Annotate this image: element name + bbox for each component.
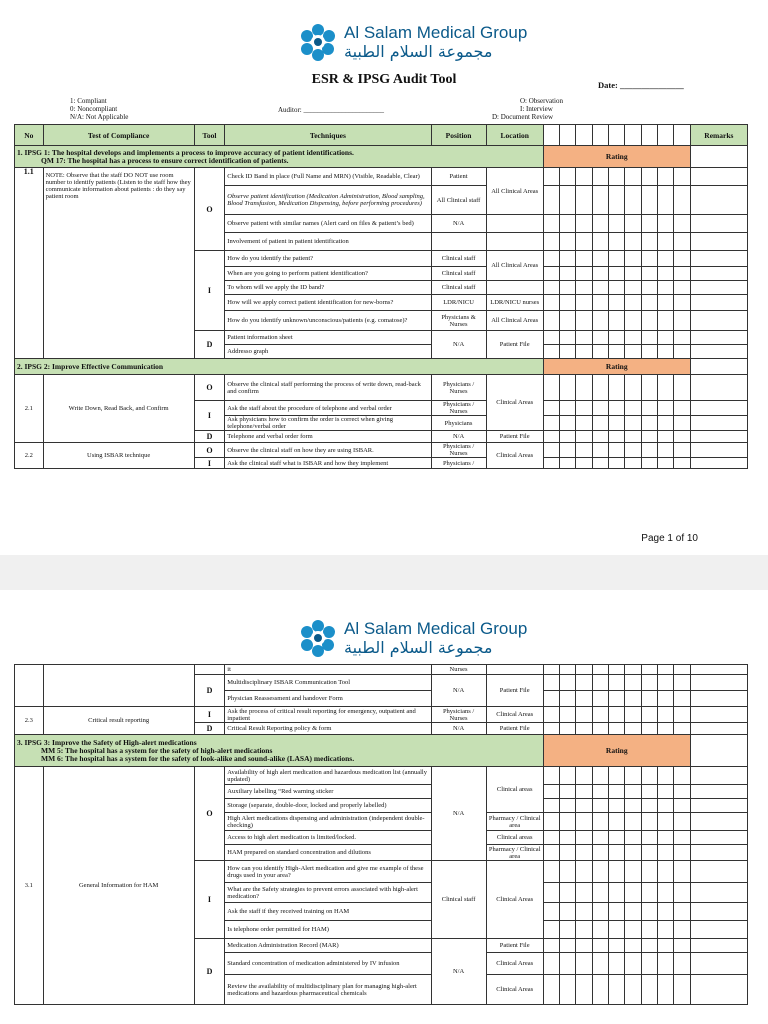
row-2-1-no: 2.1 (15, 375, 44, 443)
tech-1-1-i4: How will we apply correct patient identification for new-borns? (225, 295, 431, 311)
section-1-sub: QM 17: The hospital has a process to ensure correct identification of patients. (41, 155, 289, 165)
legend-left (70, 97, 128, 121)
pos: Clinical staff (431, 861, 486, 939)
auditor-field: Auditor: _______________________ (278, 106, 384, 114)
pos: Patient (431, 168, 486, 186)
col-remarks: Remarks (690, 125, 747, 146)
legend-document-review: D: Document Review (492, 113, 554, 121)
loc: Clinical Areas (486, 861, 543, 939)
tech-cont: it (225, 665, 431, 675)
tech-2-2-d1: Multidisciplinary ISBAR Communication Tool (225, 675, 431, 691)
pos: Clinical staff (431, 267, 486, 281)
pos: Physicians & Nurses (431, 311, 486, 331)
audit-table-page-1 (14, 124, 748, 469)
tool-o: O (194, 375, 225, 401)
tool-d: D (194, 939, 225, 1005)
tech-3-1-o5: Access to high alert medication is limited/locked. (225, 831, 431, 845)
rating-header: Rating (543, 146, 690, 168)
col-location: Location (486, 125, 543, 146)
page-gap (0, 555, 768, 590)
pos: N/A (431, 723, 486, 735)
section-3-row (15, 735, 748, 767)
table-row (15, 665, 748, 675)
tool-d: D (194, 331, 225, 359)
tech-2-1-d: Telephone and verbal order form (225, 431, 431, 443)
loc: Clinical Areas (486, 707, 543, 723)
loc: Clinical areas (486, 831, 543, 845)
tech-1-1-d1: Patient information sheet (225, 331, 431, 345)
table-row (15, 767, 748, 785)
tech-2-3-d: Critical Result Reporting policy & form (225, 723, 431, 735)
pos: Physicians / Nurses (431, 707, 486, 723)
tool-i: I (194, 707, 225, 723)
pos: N/A (431, 939, 486, 1005)
legend-interview: I: Interview (520, 105, 553, 113)
tech-3-1-o6: HAM prepared on standard concentration and dilutions (225, 845, 431, 861)
row-3-1-test: General Information for HAM (43, 767, 194, 1005)
section-3-title (15, 735, 544, 767)
row-2-2-no: 2.2 (15, 443, 44, 469)
pos: LDR/NICU (431, 295, 486, 311)
row-3-1-no: 3.1 (15, 767, 44, 1005)
col-techniques: Techniques (225, 125, 431, 146)
col-position: Position (431, 125, 486, 146)
tech-3-1-d2: Standard concentration of medication administered by IV infusion (225, 953, 431, 975)
tool-d: D (194, 723, 225, 735)
rating-header: Rating (543, 735, 690, 767)
row-2-3-no: 2.3 (15, 707, 44, 735)
tech-1-1-i2: When are you going to perform patient identification? (225, 267, 431, 281)
tech-2-2-o: Observe the clinical staff on how they are using ISBAR. (225, 443, 431, 458)
page-number: Page 1 of 10 (641, 533, 698, 544)
tool-i: I (194, 401, 225, 431)
tool-o: O (194, 443, 225, 458)
pos: Physicians / Nurses (431, 375, 486, 401)
section-3-mm6: MM 6: The hospital has a system for the safety of look-alike and sound-alike (LASA) medications. (41, 753, 355, 763)
loc: Pharmacy / Clinical area (486, 845, 543, 861)
loc: Patient File (486, 431, 543, 443)
page-2 (0, 590, 768, 1024)
tool-o: O (194, 168, 225, 251)
tech-3-1-i4: Is telephone order permitted for HAM) (225, 921, 431, 939)
date-field: Date: _______________ (598, 80, 684, 90)
brand-name-ar: مجموعة السلام الطبية (344, 42, 493, 61)
tool-d: D (194, 675, 225, 707)
tool-d: D (194, 431, 225, 443)
pos: N/A (431, 331, 486, 359)
brand-name-en: Al Salam Medical Group (344, 619, 528, 638)
legend-compliant: 1: Compliant (70, 97, 107, 105)
tech-2-1-i2: Ask physicians how to confirm the order is correct when giving telephone/verbal order (225, 416, 431, 431)
loc: Clinical Areas (486, 443, 543, 469)
pos: Clinical staff (431, 281, 486, 295)
tech-1-1-o2: Observe patient identification (Medication Administration, Blood sampling, Blood Transfusion, Medication Dispensing, before performing procedures) (225, 186, 431, 215)
tech-3-1-i2: What are the Safety strategies to prevent errors associated with high-alert medication? (225, 883, 431, 903)
tech-3-1-o1: Availability of high alert medication and hazardous medication list (annually updated) (225, 767, 431, 785)
tech-2-2-d2: Physician Reassessment and handover Form (225, 691, 431, 707)
section-1-heading: 1. IPSG 1: The hospital develops and implements a process to improve accuracy of patient identifications. (17, 147, 354, 157)
table-row (15, 168, 748, 186)
col-tool: Tool (194, 125, 225, 146)
col-no: No (15, 125, 44, 146)
audit-table-page-2 (14, 664, 748, 1005)
tech-1-1-o3: Observe patient with similar names (Alert card on files & patient’s bed) (225, 215, 431, 233)
tech-1-1-o4: Involvement of patient in patient identification (225, 233, 431, 251)
pos: All Clinical staff (431, 186, 486, 215)
section-1-row (15, 146, 748, 168)
section-2-title: 2. IPSG 2: Improve Effective Communication (15, 359, 544, 375)
loc: Patient File (486, 723, 543, 735)
table-row (15, 443, 748, 458)
tech-3-1-i3: Ask the staff if they received training on HAM (225, 903, 431, 921)
tech-3-1-d3: Review the availability of multidisciplinary plan for managing high-alert medications and hazardous pharmaceutical chemicals (225, 975, 431, 1005)
legend-na: N/A: Not Applicable (70, 113, 129, 121)
row-2-2-test: Using ISBAR technique (43, 443, 194, 469)
tech-3-1-i1: How can you identify High-Alert medication and give me example of these drugs used in your area? (225, 861, 431, 883)
tech-2-2-i: Ask the clinical staff what is ISBAR and how they implement (225, 458, 431, 469)
tool-o: O (194, 767, 225, 861)
pos: Nurses (431, 665, 486, 675)
tech-1-1-i1: How do you identify the patient? (225, 251, 431, 267)
pos: Physicians / (431, 458, 486, 469)
loc: All Clinical Areas (486, 251, 543, 281)
tech-1-1-o1: Check ID Band in place (Full Name and MRN) (Visible, Readable, Clear) (225, 168, 431, 186)
tool-i: I (194, 861, 225, 939)
pos: Clinical staff (431, 251, 486, 267)
tech-3-1-o4: High Alert medications dispensing and administration (independent double-checking) (225, 813, 431, 831)
pos: Physicians / Nurses (431, 443, 486, 458)
pos: N/A (431, 215, 486, 233)
tech-1-1-i3: To whom will we apply the ID band? (225, 281, 431, 295)
loc: Clinical Areas (486, 953, 543, 975)
document-title: ESR & IPSG Audit Tool (311, 72, 457, 87)
loc: All Clinical Areas (486, 311, 543, 331)
pos: N/A (431, 767, 486, 861)
tech-1-1-d2: Addresso graph (225, 345, 431, 359)
tech-2-1-o: Observe the clinical staff performing the process of write down, read-back and confirm (225, 375, 431, 401)
logo-flower-icon (298, 22, 338, 62)
legend-observation: O: Observation (520, 97, 563, 105)
tech-3-1-o3: Storage (separate, double-door, locked and properly labelled) (225, 799, 431, 813)
row-2-1-test: Write Down, Read Back, and Confirm (43, 375, 194, 443)
tech-1-1-i5: How do you identify unknown/unconscious/patients (e.g. comatose)? (225, 311, 431, 331)
legend-right (492, 97, 563, 121)
tech-3-1-o2: Auxiliary labelling “Red warning sticker (225, 785, 431, 799)
section-3-mm5: MM 5: The hospital has a system for the safety of high-alert medications (41, 745, 273, 755)
pos: Physicians / Nurses (431, 401, 486, 416)
loc: Pharmacy / Clinical area (486, 813, 543, 831)
section-2-row (15, 359, 748, 375)
section-3-heading: 3. IPSG 3: Improve the Safety of High-alert medications (17, 737, 197, 747)
col-test: Test of Compliance (43, 125, 194, 146)
table-row (15, 375, 748, 401)
pos: N/A (431, 675, 486, 707)
brand-name-ar: مجموعة السلام الطبية (344, 638, 493, 657)
loc: Clinical areas (486, 767, 543, 813)
brand-logo (298, 618, 527, 658)
pos: Physicians (431, 416, 486, 431)
loc: Patient File (486, 939, 543, 953)
legend-noncompliant: 0: Noncompliant (70, 105, 118, 113)
row-2-3-test: Critical result reporting (43, 707, 194, 735)
row-1-1-no: 1.1 (15, 168, 44, 359)
tech-3-1-d1: Medication Administration Record (MAR) (225, 939, 431, 953)
tool-i: I (194, 251, 225, 331)
loc: Patient File (486, 675, 543, 707)
pos: N/A (431, 431, 486, 443)
section-1-title (15, 146, 544, 168)
tech-2-3-i: Ask the process of critical result reporting for emergency, outpatient and inpatient (225, 707, 431, 723)
loc: Clinical Areas (486, 975, 543, 1005)
loc: All Clinical Areas (486, 168, 543, 215)
loc: Patient File (486, 331, 543, 359)
table-row (15, 707, 748, 723)
loc: Clinical Areas (486, 375, 543, 431)
row-1-1-test: NOTE: Observe that the staff DO NOT use room number to identify patients (Listen to the staff how they communicate information about patients : do they say patient room (43, 168, 194, 359)
logo-flower-icon (298, 618, 338, 658)
loc: LDR/NICU nurses (486, 295, 543, 311)
rating-header: Rating (543, 359, 690, 375)
brand-logo (298, 22, 527, 62)
tool-i: I (194, 458, 225, 469)
brand-name-en: Al Salam Medical Group (344, 23, 528, 42)
tech-2-1-i1: Ask the staff about the procedure of telephone and verbal order (225, 401, 431, 416)
table-header-row (15, 125, 748, 146)
